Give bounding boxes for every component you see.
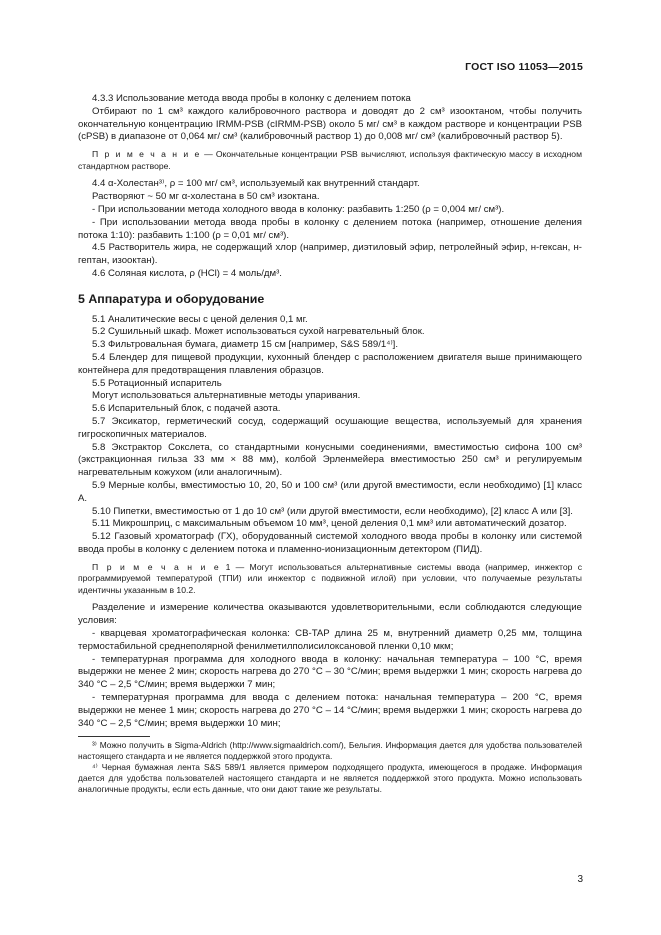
paragraph-4-3-3-title: 4.3.3 Использование метода ввода пробы в колонку с делением потока: [92, 93, 411, 104]
paragraph-4-3-3-text: Отбирают по 1 см³ каждого калибровочного раствора и доводят до 2 см³ изооктаном, чтобы получить окончательную концентрацию IRMM-PSB (cIRMM-PSB) около 5 мг/ см³ в каждом растворе и концентрации PSB (cPSB) в диапазоне от 0,064 мг/ см³ (калибровочный раствор 1) до 0,008 мг/ см³ (калибровочный раствор 5).: [78, 105, 582, 143]
item-5-9: 5.9 Мерные колбы, вместимостью 10, 20, 50 и 100 см³ (или другой вместимости, если необходимо) [1] класс А.: [78, 479, 582, 504]
document-header: ГОСТ ISO 11053—2015: [465, 61, 583, 73]
note-alternative-inlets: [78, 562, 582, 597]
footnote-4: ⁴⁾ Черная бумажная лента S&S 589/1 является примером подходящего продукта, имеющегося в продаже. Информация дается для удобства пользователей настоящего стандарта и не является поддержкой этого продукта. Можно использовать аналогичные продукты, если есть данные, что они дают такие же результаты.: [78, 762, 582, 795]
condition-split-program: - температурная программа для ввода с делением потока: начальная температура – 200 °C, время выдержки не менее 1 мин; скорость нагрева до 270 °C – 14 °C/мин; время выдержки 1 мин; скорость нагрева до 340 °C – 2,5 °C/мин; время выдержки 10 мин;: [78, 692, 582, 729]
paragraph-4-4-cold: - При использовании метода холодного ввода в колонку: разбавить 1:250 (ρ = 0,004 мг/ см³).: [92, 203, 505, 215]
item-5-2: 5.2 Сушильный шкаф. Может использоваться сухой нагревательный блок.: [92, 326, 425, 338]
paragraph-4-4-split: - При использовании метода ввода пробы в колонку с делением потока (например, отношение деления потока 1:10): разбавить 1:100 (ρ = 0,01 мг/ см³).: [78, 216, 582, 241]
item-5-1: 5.1 Аналитические весы с ценой деления 0,1 мг.: [92, 313, 308, 325]
paragraph-4-4: 4.4 α-Холестан³⁾, ρ = 100 мг/ см³, используемый как внутренний стандарт.: [92, 178, 420, 190]
section-5-heading: 5 Аппаратура и оборудование: [78, 291, 265, 306]
note-label: П р и м е ч а н и е: [92, 561, 221, 572]
item-5-10: 5.10 Пипетки, вместимостью от 1 до 10 см³ (или другой вместимости, если необходимо), [2] класс А или [3].: [92, 505, 573, 517]
item-5-5-note: Могут использоваться альтернативные методы упаривания.: [92, 390, 361, 402]
paragraph-4-5: 4.5 Растворитель жира, не содержащий хлор (например, диэтиловый эфир, петролейный эфир, н-гексан, н-гептан, изооктан).: [78, 242, 582, 267]
paragraph-4-6: 4.6 Соляная кислота, ρ (HCl) = 4 моль/дм³.: [92, 267, 282, 279]
note-text: 1 — Могут использоваться альтернативные системы ввода (например, инжектор с программируемой температурой (ТПИ) или инжектор с подвижной иглой) при условии, что получаемые результаты идентичны указанным в 10.2.: [78, 561, 582, 595]
item-5-7: 5.7 Эксикатор, герметический сосуд, содержащий осушающие вещества, используемый для хранения гигроскопичных материалов.: [78, 415, 582, 440]
note-label: П р и м е ч а н и е: [92, 149, 201, 160]
page-number: 3: [577, 874, 583, 885]
item-5-6: 5.6 Испарительный блок, с подачей азота.: [92, 403, 281, 415]
item-5-12: 5.12 Газовый хроматограф (ГХ), оборудованный системой холодного ввода пробы в колонку или системой ввода пробы в колонку с делением потока и пламенно-ионизационным детектором (ПИД).: [78, 531, 582, 555]
item-5-3: 5.3 Фильтровальная бумага, диаметр 15 см [например, S&S 589/1⁴⁾].: [92, 339, 399, 351]
footnote-3: ³⁾ Можно получить в Sigma-Aldrich (http://www.sigmaaldrich.com/), Бельгия. Информация дается для удобства пользователей настоящего стандарта и не является поддержкой этого продукта.: [78, 740, 582, 762]
footnote-divider: [78, 736, 150, 737]
condition-cold-program: - температурная программа для холодного ввода в колонку: начальная температура – 100 °C, время выдержки не менее 2 мин; скорость нагрева до 270 °C – 30 °C/мин; время выдержки 1 мин; скорость нагрева до 340 °C – 2,5 °C/мин; время выдержки 7 мин;: [78, 653, 582, 691]
item-5-4: 5.4 Блендер для пищевой продукции, кухонный блендер с расположением двигателя выше принимающего контейнера для предотвращения плавления образцов.: [78, 351, 582, 376]
note-text: — Окончательные концентрации PSB вычисляют, используя фактическую массу в исходном стандартном растворе.: [78, 149, 582, 171]
conditions-intro: Разделение и измерение количества оказываются удовлетворительными, если соблюдаются следующие условия:: [78, 602, 582, 627]
paragraph-4-4-dissolve: Растворяют ~ 50 мг α-холестана в 50 см³ изоктана.: [92, 191, 320, 203]
item-5-8: 5.8 Экстрактор Сокслета, со стандартными конусными соединениями, вместимостью сифона 100 см³ (экстракционная гильза 33 мм × 88 мм), колбой Эрленмейера вместимостью 250 см³ и регулируемым нагревательным кожухом (или аналогичным).: [78, 441, 582, 479]
document-body: [78, 93, 582, 795]
note-final-concentrations: [78, 149, 582, 172]
item-5-11: 5.11 Микрошприц, с максимальным объемом 10 мм³, ценой деления 0,1 мм³ или автоматический дозатор.: [92, 518, 567, 530]
condition-column: - кварцевая хроматографическая колонка: CB-TAP длина 25 м, внутренний диаметр 0,25 мм, толщина термостабильной среднеполярной фенилметилполисилоксановой пленки 0,10 мкм;: [78, 628, 582, 652]
item-5-5: 5.5 Ротационный испаритель: [92, 377, 222, 389]
